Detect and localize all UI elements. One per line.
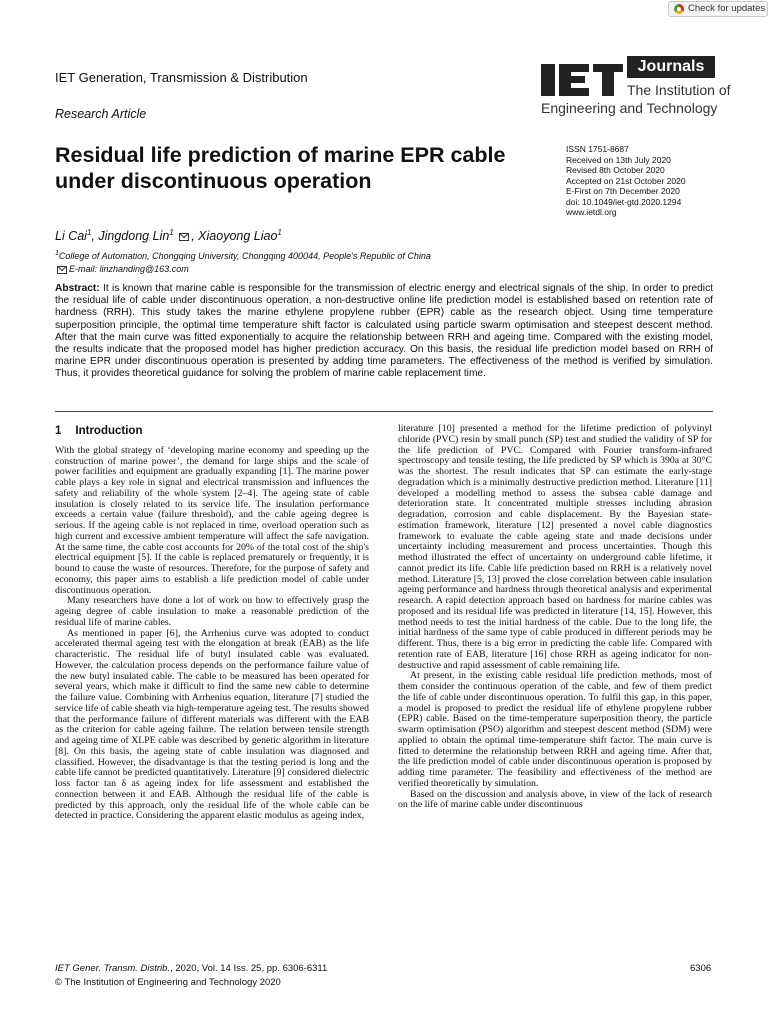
- affiliation-text: College of Automation, Chongqing University, Chongqing 400044, People's Republic of China: [58, 251, 431, 261]
- iet-logo: [541, 56, 731, 120]
- institution-line-2: Engineering and Technology: [541, 100, 718, 116]
- section-number: 1: [55, 425, 62, 437]
- article-metadata: [566, 144, 686, 218]
- received-date: Received on 13th July 2020: [566, 154, 671, 165]
- institution-line-1: The Institution of: [627, 82, 731, 98]
- footer-journal-name: IET Gener. Transm. Distrib.: [55, 963, 171, 974]
- journal-name: IET Generation, Transmission & Distribution: [55, 70, 308, 85]
- paragraph: Based on the discussion and analysis above, in view of the lack of research on the life of marine cable under discontinuous: [398, 788, 712, 811]
- paragraph: literature [10] presented a method for the lifetime prediction of polyvinyl chloride (PVC) resin by small punch (SP) test and studied the validity of SP for the life prediction of PVC. Compared with Fourier transform-infrared spectroscopy and tensile testing, the life predicted by SP which is 390a at 30°C was the shortest. The result indicates that SP can estimate the early-stage degradation which is a minimally destructive prediction method. Literature [11] developed a modelling method to assess the subsea cable damage and deterioration state. It concentrated multiple stresses including abrasion degradation, corrosion and cable displacement. By the Bayesian state-estimation framework, literature [12] presented a novel cable diagnostics framework to evaluate the cable ageing state and made decisions under uncertainty including measurement and process uncertainties. Though this method illustrated the effect of uncertainty on underground cable lifetime, it cannot predict its life. Cable life prediction based on RRH is a relatively novel method. Literature [5, 13] proved the close correlation between cable insulation ageing performance and hardness through theoretical analysis and experimental research. A rapid detection approach based on hardness for marine cables was proposed and its residual life was predicted in literature [14, 15]. However, this method needs to test the initial hardness of the cable. Due to the long life, the initial hardness of the same type of cable produced in different periods may be different. Thus, there is a big error in predicting the cable life. Compared with retention rate of EAB, literature [16] chose RRH as ageing indicator for non-destructive and rapid assessment of cable remaining life.: [398, 423, 712, 671]
- issn: ISSN 1751-8687: [566, 144, 629, 154]
- paragraph: Many researchers have done a lot of work on how to effectively grasp the ageing degree of cable insulation to make a reasonable prediction of the residual life of marine cables.: [55, 595, 369, 628]
- accepted-date: Accepted on 21st October 2020: [566, 175, 686, 186]
- paragraph: At present, in the existing cable residual life prediction methods, most of them consider the continuous operation of the cable, and few of them predict the life of cable under discontinuous operation. To fulfil this gap, in this paper, a model is proposed to predict the residual life of ethylene propylene rubber (EPR) cable. Based on the time-temperature superposition theory, the particle swarm optimisation (PSO) algorithm and steepest descent method (SDM) were applied to obtain the optimal time-temperature shift factor. The main curve is fitted to determine the relationship between RRH and ageing time. After that, the life prediction model of cable under discontinuous operation is proposed by adding time parameter. The feasibility and effectiveness of the method are verified theoretically by simulation.: [398, 670, 712, 789]
- affiliation: [55, 250, 431, 261]
- check-for-updates-button[interactable]: [668, 1, 768, 17]
- iet-logo-mark-icon: [541, 58, 623, 96]
- crossmark-icon: [674, 4, 684, 14]
- e-first-date: E-First on 7th December 2020: [566, 186, 680, 196]
- journals-label: Journals: [627, 56, 715, 78]
- envelope-icon: [57, 266, 67, 274]
- envelope-icon: [179, 233, 189, 241]
- paragraph: With the global strategy of ‘developing marine economy and speeding up the construction of marine power’, the demand for large ships and the scale of power facilities and equipment are gradually expanding [1]. The marine power cable plays a key role in signal and electrical transmission and influences the safety and reliability of the whole system [2–4]. The ageing state of cable insulation is closely related to its service life. The insulation performance exceeds a certain value (failure threshold), and the cable ageing degree is serious. If the ageing cable is not replaced in time, overload operation such as high current and excessive ambient temperature will affect the safe navigation. At the same time, the cable cost accounts for 20% of the total cost of the ship's electrical equipment [5]. If the cable is replaced prematurely or frequently, it is bound to cause the waste of resources. Therefore, for the purpose of safety and economy, this paper aims to establish a life prediction model of cable under discontinuous operation.: [55, 444, 369, 596]
- right-column: [398, 424, 712, 811]
- section-heading: [55, 426, 369, 437]
- corresponding-email: [55, 264, 189, 274]
- author-list: Li Cai$^1$, Jingdong Lin$^1$ , Xiaoyong Liao$^1$: [55, 228, 282, 244]
- author-name[interactable]: Xiaoyong Liao: [198, 229, 278, 244]
- abstract-text: It is known that marine cable is responsible for the transmission of electric energy and electrical signals of the ship. In order to predict the residual life of cable under discontinuous operation, a non-destructive online life prediction model is established based on retention rate of hardness (RRH). This study takes the marine ethylene propylene rubber (EPR) cable as the research object. Using time temperature superposition principle, the optimal time temperature shift factor is calculated using particle swarm optimisation and steepest descent method. After that the main curve was fitted exponentially to acquire the relationship between RRH and ageing time. Compared with the existing model, the results indicate that the proposed model has higher prediction accuracy. On this basis, the residual life prediction model based on RRH of marine EPR under discontinuous operation is presented by adding time parameters. The effectiveness of the method is verified by simulation. Thus, it provides theoretical guidance for solving the problem of marine cable replacement time.: [55, 283, 713, 380]
- abstract-label: Abstract:: [55, 283, 100, 294]
- paragraph: As mentioned in paper [6], the Arrhenius curve was adopted to conduct accelerated thermal ageing test with the elongation at break (EAB) as the life characteristic. The residual life of butyl insulated cable was evaluated. However, the calculation process depends on the performance failure value of the new butyl insulated cable. The cable to be measured has been operated for several years, which make it difficult to find the same new cable to determine the failure value. Combining with Arrhenius equation, literature [7] studied the service life of cable sheath via high-temperature ageing test. The results showed that the performance failure of different materials was different with the EAB as the criterion for cable ageing failure. The relation between tensile strength and ageing time of XLPE cable was described by genetic algorithm in literature [8]. On this basis, the ageing state of cable insulation was diagnosed and classified. However, the disadvantage is that the testing period is long and the cable life cannot be predicted quantitatively. Literature [9] considered dielectric loss factor tan δ as ageing index for life assessment and established the connection between it and EAB. Although the residual life of the cable is predicted by this approach, only the residual life of the whole cable can be detected in practice. Considering the apparent elastic modulus as ageing index,: [55, 627, 369, 822]
- footer-copyright: © The Institution of Engineering and Technology 2020: [55, 977, 281, 988]
- footer-citation: [55, 963, 327, 974]
- page-number: 6306: [690, 963, 712, 974]
- website-link[interactable]: www.ietdl.org: [566, 207, 617, 217]
- left-column: [55, 423, 369, 822]
- revised-date: Revised 8th October 2020: [566, 165, 665, 175]
- check-for-updates-label: Check for updates: [688, 3, 766, 14]
- affiliation-sup: 1: [55, 250, 59, 257]
- author-name[interactable]: Jingdong Lin: [98, 229, 170, 244]
- divider: [55, 411, 713, 412]
- author-sup: 1: [277, 228, 282, 237]
- author-sup: 1: [169, 228, 174, 237]
- section-title: Introduction: [75, 425, 143, 437]
- footer-details: , 2020, Vol. 14 Iss. 25, pp. 6306-6311: [170, 963, 328, 974]
- author-sup: 1: [86, 228, 92, 237]
- email-text[interactable]: E-mail: linzhanding@163.com: [69, 264, 189, 274]
- author-name[interactable]: Li Cai: [55, 229, 87, 244]
- abstract: [55, 283, 713, 381]
- article-title: Residual life prediction of marine EPR cable under discontinuous operation: [55, 143, 506, 193]
- article-type: Research Article: [55, 107, 147, 121]
- doi[interactable]: doi: 10.1049/iet-gtd.2020.1294: [566, 196, 682, 207]
